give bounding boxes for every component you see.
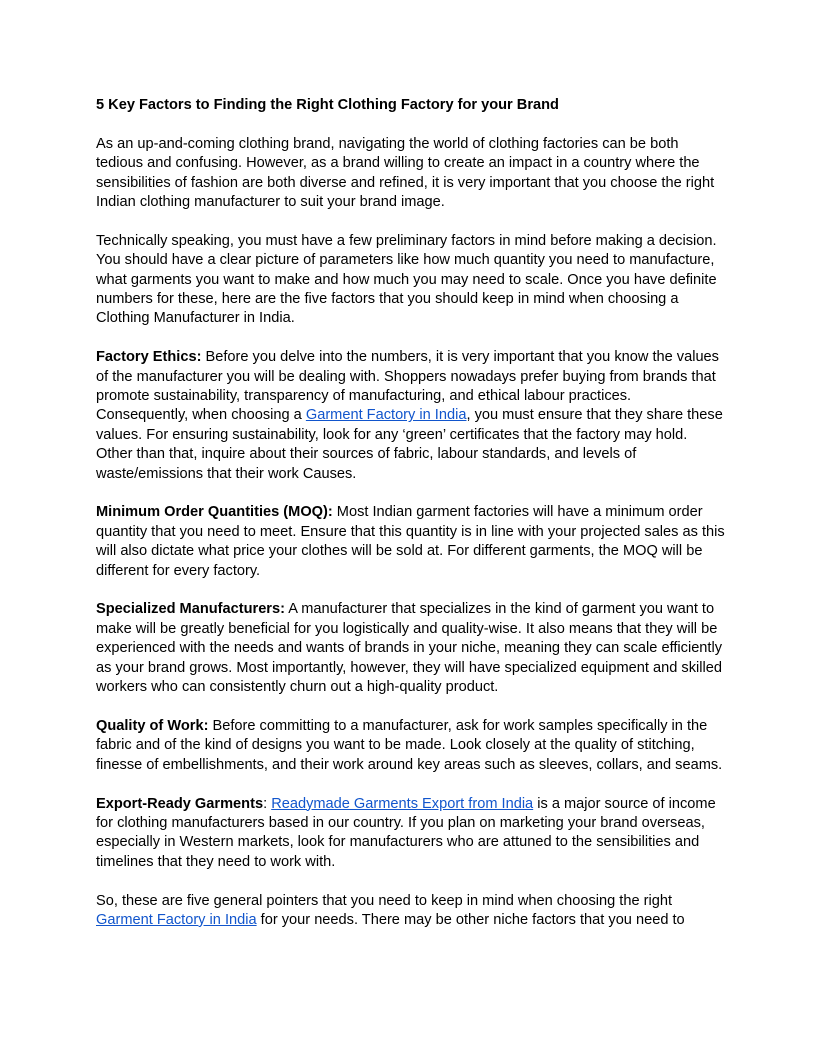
specialized-heading: Specialized Manufacturers: [96, 601, 285, 618]
closing-paragraph [96, 892, 726, 931]
factory-ethics-text-2: , you must ensure that they share these values. For ensuring sustainability, look for any ‘green’ certificates that the factory may hold. Other than that, inquire about their sources of fabric, labour standards, and levels of waste/emissions that their work Causes. [96, 407, 723, 482]
intro-paragraph: As an up-and-coming clothing brand, navigating the world of clothing factories can be both tedious and confusing. However, as a brand willing to create an impact in a country where the sensibilities of fashion are both diverse and refined, it is very important that you choose the right Indian clothing manufacturer to suit your brand image. [96, 135, 715, 211]
technical-paragraph: Technically speaking, you must have a few preliminary factors in mind before making a decision. You should have a clear picture of parameters like how much quantity you need to manufacture, what garments you want to make and how much you may need to scale. Once you have definite numbers for these, here are the five factors that you should keep in mind when choosing a Clothing Manufacturer in India. [96, 232, 717, 327]
readymade-export-link[interactable]: Readymade Garments Export from India [271, 795, 534, 812]
export-separator: : [263, 795, 272, 812]
factory-ethics-heading: Factory Ethics: [96, 349, 202, 366]
moq-heading: Minimum Order Quantities (MOQ): [96, 504, 333, 521]
garment-factory-link-2[interactable]: Garment Factory in India [96, 911, 257, 928]
document-title: 5 Key Factors to Finding the Right Clothing Factory for your Brand [96, 97, 559, 113]
export-heading: Export-Ready Garments [96, 795, 264, 812]
moq-text: Most Indian garment factories will have a minimum order quantity that you need to meet. Ensure that this quantity is in line with your projected sales as this will also dictate what price your clothes will be sold at. For different garments, the MOQ will be different for every factory. [96, 504, 725, 579]
garment-factory-link[interactable]: Garment Factory in India [305, 407, 467, 424]
quality-text: Before committing to a manufacturer, ask for work samples specifically in the fabric and of the kind of designs you want to be made. Look closely at the quality of stitching, finesse of embellishments, and their work around key areas such as sleeves, collars, and seams. [96, 717, 723, 773]
closing-text-2: for your needs. There may be other niche factors that you need to [256, 911, 685, 928]
specialized-paragraph [96, 600, 726, 697]
moq-paragraph [96, 503, 726, 581]
export-text: is a major source of income for clothing manufacturers based in our country. If you plan on marketing your brand overseas, especially in Western markets, look for manufacturers who are attuned to the sensibilities and timelines that they need to work with. [96, 795, 716, 870]
factory-ethics-text-1: Before you delve into the numbers, it is very important that you know the values of the manufacturer you will be dealing with. Shoppers nowadays prefer buying from brands that promote sustainability, transparency of manufacturing, and ethical labour practices. Consequently, when choosing a [96, 349, 719, 424]
specialized-text: A manufacturer that specializes in the kind of garment you want to make will be greatly beneficial for you logistically and quality-wise. It also means that they will be experienced with the needs and wants of brands in your niche, meaning they can scale efficiently as your brand grows. Most importantly, however, they will have specialized equipment and skilled workers who can consistently churn out a high-quality product. [96, 601, 723, 696]
quality-paragraph [96, 717, 726, 775]
closing-text-1: So, these are five general pointers that you need to keep in mind when choosing the right [96, 892, 673, 909]
factory-ethics-paragraph [96, 348, 726, 484]
export-paragraph [96, 795, 726, 873]
quality-heading: Quality of Work: [96, 717, 209, 734]
